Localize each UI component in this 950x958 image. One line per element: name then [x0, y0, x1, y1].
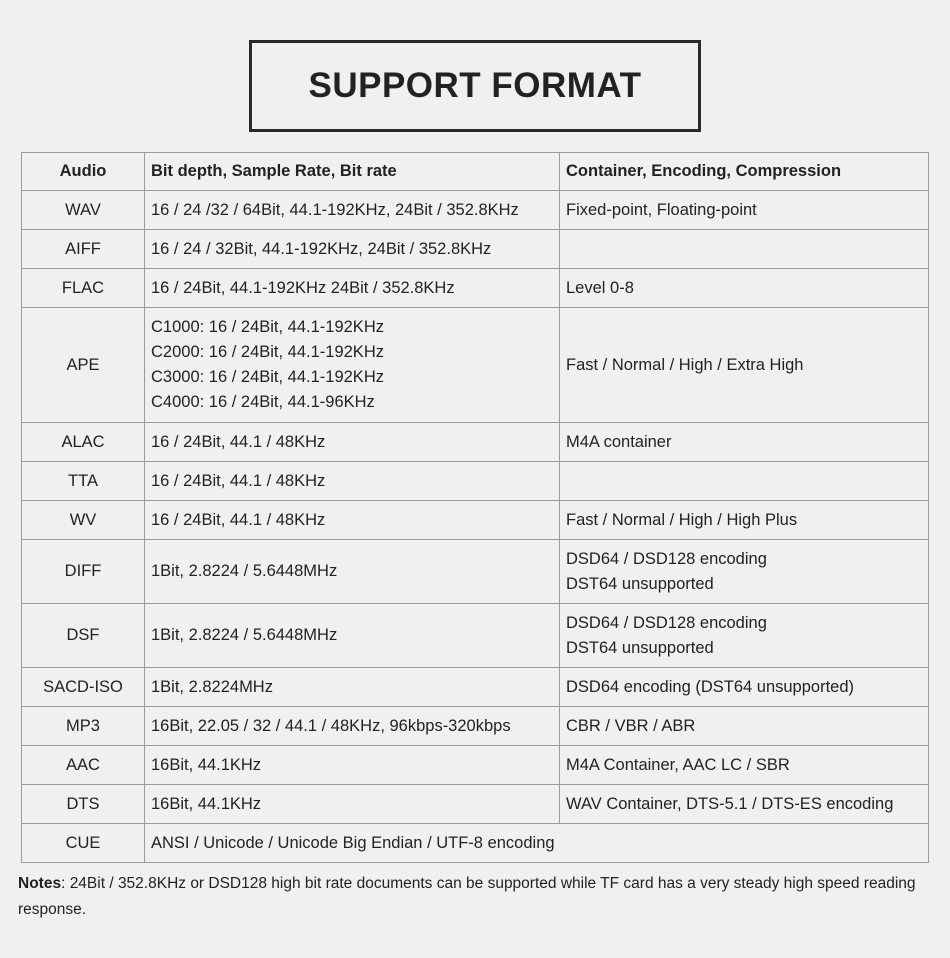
- page-title: SUPPORT FORMAT: [308, 66, 642, 105]
- cell-line: Level 0-8: [566, 278, 634, 297]
- header-container: Container, Encoding, Compression: [560, 153, 929, 191]
- table-row: [22, 540, 929, 604]
- cell-container: [560, 230, 929, 269]
- notes-text: : 24Bit / 352.8KHz or DSD128 high bit rate documents can be supported while TF card has a very steady high speed reading response.: [18, 875, 916, 918]
- header-bitrate: Bit depth, Sample Rate, Bit rate: [145, 153, 560, 191]
- notes: [18, 871, 918, 923]
- cell-audio: WAV: [22, 191, 145, 230]
- cell-line: 16Bit, 44.1KHz: [151, 794, 262, 813]
- cell-container: [560, 707, 929, 746]
- table-row: [22, 604, 929, 668]
- cell-audio: DIFF: [22, 540, 145, 604]
- table-row: [22, 308, 929, 423]
- table-row: [22, 191, 929, 230]
- cell-line: 16Bit, 44.1KHz: [151, 755, 262, 774]
- cell-container: [560, 746, 929, 785]
- cell-line: C1000: 16 / 24Bit, 44.1-192KHz: [151, 318, 384, 336]
- cell-container: [560, 501, 929, 540]
- cell-bitrate: [145, 269, 560, 308]
- cell-line: ANSI / Unicode / Unicode Big Endian / UTF-8 encoding: [151, 833, 555, 852]
- table-row: [22, 501, 929, 540]
- cell-bitrate: [145, 423, 560, 462]
- cell-audio: DSF: [22, 604, 145, 668]
- cell-audio: ALAC: [22, 423, 145, 462]
- cell-audio: CUE: [22, 824, 145, 863]
- cell-line: 1Bit, 2.8224 / 5.6448MHz: [151, 626, 338, 644]
- cell-line: DSD64 / DSD128 encoding: [566, 549, 767, 568]
- notes-label: Notes: [18, 875, 62, 892]
- cell-line: DSD64 / DSD128 encoding: [566, 613, 767, 632]
- cell-line: C4000: 16 / 24Bit, 44.1-96KHz: [151, 393, 375, 411]
- cell-line: 16 / 24 /32 / 64Bit, 44.1-192KHz, 24Bit / 352.8KHz: [151, 200, 519, 219]
- cell-bitrate: [145, 824, 929, 863]
- cell-audio: SACD-ISO: [22, 668, 145, 707]
- cell-container: [560, 462, 929, 501]
- cell-audio: APE: [22, 308, 145, 423]
- header-audio: Audio: [22, 153, 145, 191]
- table-row: [22, 462, 929, 501]
- cell-bitrate: [145, 746, 560, 785]
- cell-line: DST64 unsupported: [566, 638, 714, 657]
- cell-audio: AIFF: [22, 230, 145, 269]
- cell-container: [560, 308, 929, 423]
- cell-container: [560, 604, 929, 668]
- table-row: [22, 423, 929, 462]
- format-table: [21, 152, 929, 863]
- cell-audio: WV: [22, 501, 145, 540]
- cell-line: 16 / 24Bit, 44.1 / 48KHz: [151, 471, 326, 490]
- cell-line: M4A Container, AAC LC / SBR: [566, 755, 790, 774]
- cell-line: DST64 unsupported: [566, 574, 714, 593]
- cell-line: Fast / Normal / High / High Plus: [566, 510, 798, 529]
- title-box: [249, 40, 701, 132]
- table-row: [22, 230, 929, 269]
- cell-bitrate: [145, 230, 560, 269]
- cell-line: CBR / VBR / ABR: [566, 716, 696, 735]
- cell-bitrate: [145, 308, 560, 423]
- table-row: [22, 707, 929, 746]
- cell-line: 1Bit, 2.8224MHz: [151, 677, 273, 696]
- cell-line: M4A container: [566, 432, 672, 451]
- cell-audio: FLAC: [22, 269, 145, 308]
- cell-line: Fast / Normal / High / Extra High: [566, 355, 804, 374]
- cell-line: 16Bit, 22.05 / 32 / 44.1 / 48KHz, 96kbps-320kbps: [151, 716, 511, 735]
- cell-container: [560, 540, 929, 604]
- cell-container: [560, 269, 929, 308]
- cell-audio: MP3: [22, 707, 145, 746]
- cell-bitrate: [145, 604, 560, 668]
- cell-container: [560, 785, 929, 824]
- cell-line: 16 / 24Bit, 44.1 / 48KHz: [151, 432, 326, 451]
- table-row: [22, 746, 929, 785]
- cell-audio: DTS: [22, 785, 145, 824]
- cell-bitrate: [145, 501, 560, 540]
- table-row: [22, 824, 929, 863]
- cell-line: 1Bit, 2.8224 / 5.6448MHz: [151, 562, 338, 580]
- cell-line: 16 / 24Bit, 44.1-192KHz 24Bit / 352.8KHz: [151, 278, 455, 297]
- cell-line: 16 / 24 / 32Bit, 44.1-192KHz, 24Bit / 352.8KHz: [151, 239, 492, 258]
- cell-audio: TTA: [22, 462, 145, 501]
- cell-container: [560, 423, 929, 462]
- cell-line: 16 / 24Bit, 44.1 / 48KHz: [151, 510, 326, 529]
- cell-bitrate: [145, 707, 560, 746]
- cell-bitrate: [145, 191, 560, 230]
- table-body: [22, 191, 929, 863]
- cell-line: C3000: 16 / 24Bit, 44.1-192KHz: [151, 368, 384, 386]
- table-row: [22, 668, 929, 707]
- cell-line: WAV Container, DTS-5.1 / DTS-ES encoding: [566, 794, 894, 813]
- table-row: [22, 785, 929, 824]
- cell-container: [560, 191, 929, 230]
- table-header-row: [22, 153, 929, 191]
- cell-audio: AAC: [22, 746, 145, 785]
- cell-line: C2000: 16 / 24Bit, 44.1-192KHz: [151, 343, 384, 361]
- cell-bitrate: [145, 462, 560, 501]
- cell-bitrate: [145, 668, 560, 707]
- cell-line: Fixed-point, Floating-point: [566, 200, 757, 219]
- cell-container: [560, 668, 929, 707]
- table-row: [22, 269, 929, 308]
- cell-line: DSD64 encoding (DST64 unsupported): [566, 677, 855, 696]
- cell-bitrate: [145, 785, 560, 824]
- cell-bitrate: [145, 540, 560, 604]
